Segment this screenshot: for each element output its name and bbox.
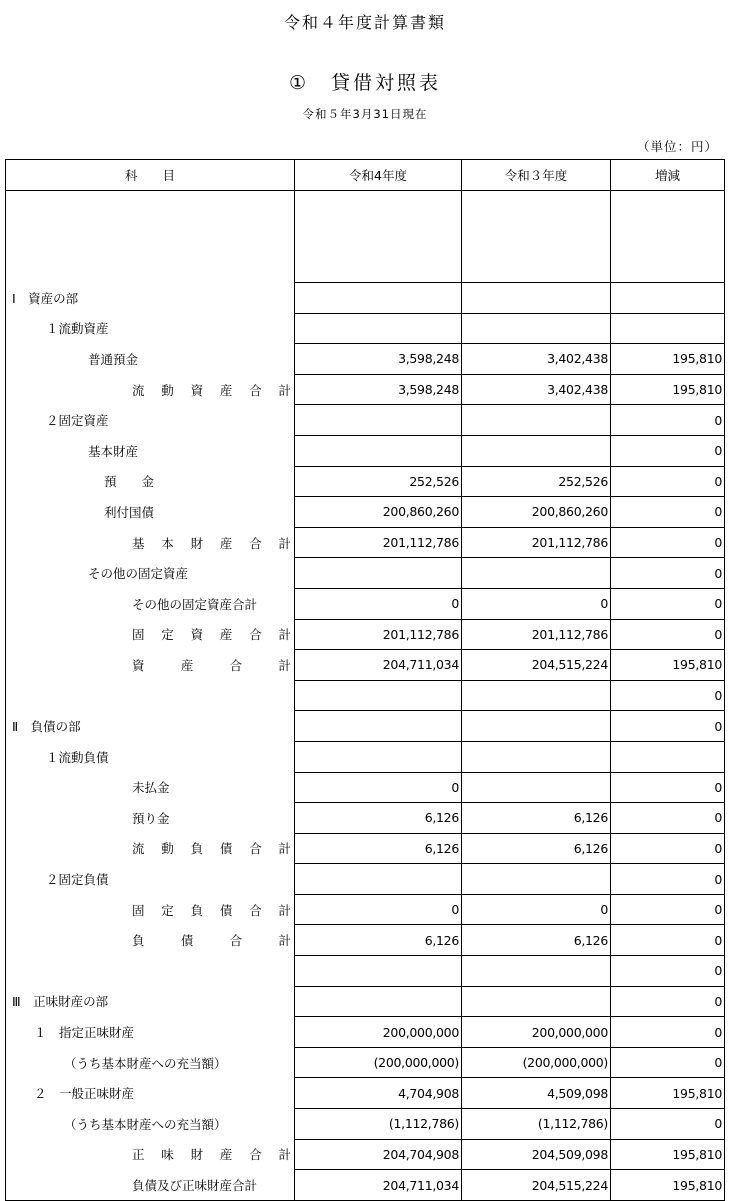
change-value: 0 (611, 405, 725, 436)
current-year-value (295, 558, 462, 589)
table-row (6, 1170, 725, 1201)
document-title: 令和４年度計算書類 (283, 13, 446, 32)
previous-year-value (462, 283, 611, 314)
table-row (6, 1047, 725, 1078)
change-value: 0 (611, 1109, 725, 1140)
previous-year-value: 201,112,786 (462, 527, 611, 558)
account-label-text: その他の固定資産合計 (132, 596, 258, 612)
previous-year-value (462, 986, 611, 1017)
previous-year-value (462, 711, 611, 742)
account-label-text: 利付国債 (104, 504, 155, 520)
account-label (6, 986, 295, 1017)
previous-year-value: 6,126 (462, 925, 611, 956)
account-label-text: 資 産 合 計 (132, 657, 291, 673)
current-year-value (295, 435, 462, 466)
account-label (6, 466, 295, 497)
account-label (6, 741, 295, 772)
account-label (6, 925, 295, 956)
previous-year-value: 200,000,000 (462, 1017, 611, 1048)
current-year-value: 200,860,260 (295, 497, 462, 528)
table-row (6, 374, 725, 405)
change-value: 0 (611, 497, 725, 528)
current-year-value: 201,112,786 (295, 619, 462, 650)
account-label-text: １流動負債 (46, 749, 109, 765)
change-value: 0 (611, 435, 725, 466)
change-value: 0 (611, 558, 725, 589)
account-label (6, 374, 295, 405)
account-label-text: 固 定 負 債 合 計 (132, 902, 291, 918)
table-row (6, 650, 725, 681)
change-value: 0 (611, 1017, 725, 1048)
change-value: 0 (611, 1047, 725, 1078)
account-label-text: 普通預金 (88, 351, 139, 367)
table-row (6, 803, 725, 834)
previous-year-value: 3,402,438 (462, 374, 611, 405)
account-label-text: ２固定負債 (46, 872, 109, 888)
account-label-text: その他の固定資産 (88, 566, 189, 582)
previous-year-value: (200,000,000) (462, 1047, 611, 1078)
account-label (6, 344, 295, 375)
account-label-text: １ 指定正味財産 (34, 1025, 135, 1041)
current-year-value: 204,711,034 (295, 1170, 462, 1201)
table-row (6, 1078, 725, 1109)
change-value: 0 (611, 803, 725, 834)
current-year-value: 0 (295, 588, 462, 619)
table-row (6, 864, 725, 895)
table-row (6, 925, 725, 956)
current-year-value: 0 (295, 772, 462, 803)
current-year-value: 3,598,248 (295, 344, 462, 375)
table-row (6, 619, 725, 650)
account-label (6, 435, 295, 466)
account-label-text: 預 金 (104, 474, 155, 490)
previous-year-value: 0 (462, 894, 611, 925)
account-label (6, 1078, 295, 1109)
table-row (6, 986, 725, 1017)
account-label-text: 未払金 (132, 780, 170, 796)
change-value: 0 (611, 527, 725, 558)
spacer-label-cell (6, 191, 295, 283)
current-year-value (295, 283, 462, 314)
current-year-value: 0 (295, 894, 462, 925)
table-row (6, 466, 725, 497)
table-body (6, 191, 725, 1201)
account-label-text: 預り金 (132, 810, 170, 826)
account-label (6, 1170, 295, 1201)
unit-label: （単位：円） (636, 139, 718, 154)
balance-sheet-table (5, 159, 725, 1201)
current-year-value: 201,112,786 (295, 527, 462, 558)
table-row (6, 405, 725, 436)
table-row (6, 711, 725, 742)
table-row (6, 1139, 725, 1170)
change-value: 195,810 (611, 344, 725, 375)
account-label (6, 833, 295, 864)
previous-year-value: 204,515,224 (462, 650, 611, 681)
col-header-previous-year: 令和３年度 (462, 160, 611, 191)
previous-year-value: 204,509,098 (462, 1139, 611, 1170)
current-year-value: 200,000,000 (295, 1017, 462, 1048)
current-year-value (295, 313, 462, 344)
account-label (6, 1047, 295, 1078)
change-value: 195,810 (611, 1078, 725, 1109)
change-value: 0 (611, 466, 725, 497)
change-value: 0 (611, 772, 725, 803)
account-label (6, 650, 295, 681)
account-label (6, 588, 295, 619)
current-year-value: (200,000,000) (295, 1047, 462, 1078)
table-row (6, 680, 725, 711)
account-label (6, 680, 295, 711)
previous-year-value (462, 558, 611, 589)
previous-year-value (462, 680, 611, 711)
account-label (6, 405, 295, 436)
account-label-text: Ⅰ 資産の部 (12, 290, 79, 306)
previous-year-value: 200,860,260 (462, 497, 611, 528)
current-year-value: 4,704,908 (295, 1078, 462, 1109)
table-row (6, 344, 725, 375)
col-header-current-year: 令和4年度 (295, 160, 462, 191)
previous-year-value: 3,402,438 (462, 344, 611, 375)
account-label (6, 1017, 295, 1048)
change-value: 195,810 (611, 1139, 725, 1170)
current-year-value: 204,704,908 (295, 1139, 462, 1170)
change-value: 0 (611, 956, 725, 987)
change-value: 0 (611, 864, 725, 895)
previous-year-value: 6,126 (462, 833, 611, 864)
previous-year-value: 201,112,786 (462, 619, 611, 650)
account-label-text: 負 債 合 計 (132, 933, 291, 949)
previous-year-value (462, 313, 611, 344)
table-row (6, 435, 725, 466)
current-year-value: 6,126 (295, 833, 462, 864)
account-label-text: 流 動 資 産 合 計 (132, 382, 291, 398)
account-label (6, 772, 295, 803)
as-of-date: 令和５年3月31日現在 (302, 107, 428, 121)
account-label (6, 803, 295, 834)
account-label-text: ２固定資産 (46, 413, 109, 429)
account-label-text: 基本財産 (88, 443, 139, 459)
change-value: 195,810 (611, 650, 725, 681)
previous-year-value (462, 741, 611, 772)
previous-year-value: 204,515,224 (462, 1170, 611, 1201)
account-label-text: Ⅱ 負債の部 (12, 719, 81, 735)
current-year-value (295, 680, 462, 711)
previous-year-value (462, 956, 611, 987)
table-row (6, 1109, 725, 1140)
current-year-value (295, 864, 462, 895)
table-row (6, 772, 725, 803)
current-year-value: 252,526 (295, 466, 462, 497)
table-row (6, 558, 725, 589)
col-header-change: 増減 (611, 160, 725, 191)
account-label (6, 1139, 295, 1170)
table-row (6, 956, 725, 987)
col-header-subject: 科 目 (6, 160, 295, 191)
account-label-text: １流動資産 (46, 321, 109, 337)
change-value: 0 (611, 680, 725, 711)
spacer-cell (295, 191, 462, 283)
current-year-value: 3,598,248 (295, 374, 462, 405)
table-header-row (6, 160, 725, 191)
change-value: 195,810 (611, 1170, 725, 1201)
account-label-text: 固 定 資 産 合 計 (132, 627, 291, 643)
account-label (6, 619, 295, 650)
account-label-text: 基 本 財 産 合 計 (132, 535, 291, 551)
account-label-text: 流 動 負 債 合 計 (132, 841, 291, 857)
account-label-text: （うち基本財産への充当額） (64, 1116, 227, 1132)
table-row (6, 527, 725, 558)
table-row (6, 313, 725, 344)
change-value: 0 (611, 833, 725, 864)
current-year-value: 204,711,034 (295, 650, 462, 681)
change-value: 195,810 (611, 374, 725, 405)
previous-year-value: 0 (462, 588, 611, 619)
current-year-value (295, 405, 462, 436)
current-year-value: (1,112,786) (295, 1109, 462, 1140)
previous-year-value: 6,126 (462, 803, 611, 834)
table-row (6, 1017, 725, 1048)
current-year-value: 6,126 (295, 803, 462, 834)
balance-sheet-title: ① 貸借対照表 (288, 72, 442, 94)
account-label-text: ２ 一般正味財産 (34, 1086, 135, 1102)
change-value: 0 (611, 711, 725, 742)
table-row (6, 894, 725, 925)
table-row (6, 741, 725, 772)
account-label-text: 正 味 財 産 合 計 (132, 1147, 291, 1163)
change-value: 0 (611, 986, 725, 1017)
account-label-text: （うち基本財産への充当額） (64, 1055, 227, 1071)
account-label-text: 負債及び正味財産合計 (132, 1177, 258, 1193)
previous-year-value: (1,112,786) (462, 1109, 611, 1140)
current-year-value (295, 741, 462, 772)
account-label (6, 956, 295, 987)
current-year-value (295, 956, 462, 987)
account-label (6, 283, 295, 314)
previous-year-value (462, 405, 611, 436)
spacer-row (6, 191, 725, 283)
current-year-value (295, 711, 462, 742)
account-label (6, 711, 295, 742)
change-value: 0 (611, 588, 725, 619)
change-value: 0 (611, 925, 725, 956)
table-row (6, 833, 725, 864)
spacer-cell (611, 191, 725, 283)
account-label (6, 527, 295, 558)
spacer-cell (462, 191, 611, 283)
account-label (6, 894, 295, 925)
change-value (611, 283, 725, 314)
account-label (6, 1109, 295, 1140)
table-row (6, 497, 725, 528)
table-row (6, 283, 725, 314)
account-label (6, 313, 295, 344)
previous-year-value: 252,526 (462, 466, 611, 497)
previous-year-value (462, 772, 611, 803)
current-year-value: 6,126 (295, 925, 462, 956)
change-value (611, 741, 725, 772)
account-label (6, 497, 295, 528)
change-value: 0 (611, 894, 725, 925)
account-label (6, 558, 295, 589)
previous-year-value: 4,509,098 (462, 1078, 611, 1109)
account-label-text: Ⅲ 正味財産の部 (12, 994, 109, 1010)
previous-year-value (462, 435, 611, 466)
current-year-value (295, 986, 462, 1017)
previous-year-value (462, 864, 611, 895)
account-label (6, 864, 295, 895)
change-value (611, 313, 725, 344)
change-value: 0 (611, 619, 725, 650)
table-row (6, 588, 725, 619)
